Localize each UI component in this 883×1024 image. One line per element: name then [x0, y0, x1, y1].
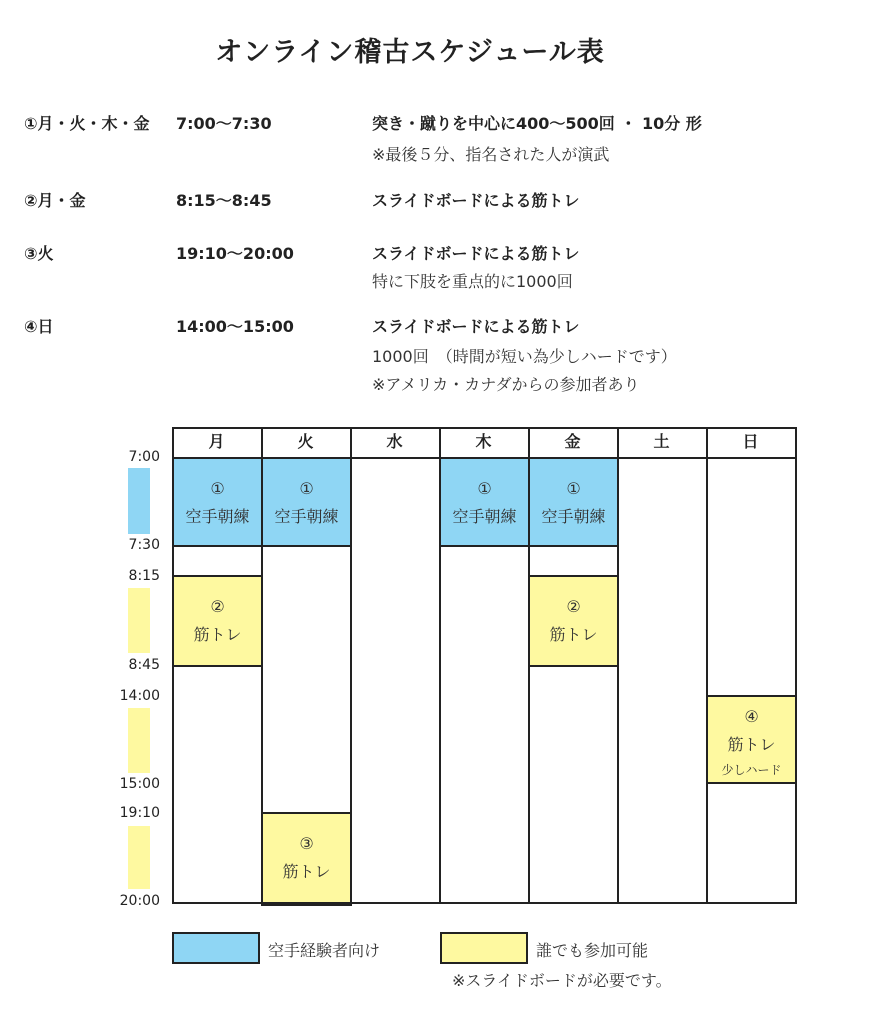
grid-line — [172, 427, 174, 904]
legend-swatch-anyone — [440, 932, 528, 964]
grid-line — [350, 427, 352, 904]
time-bar — [128, 588, 150, 653]
session-block — [261, 457, 352, 547]
session-number: ① — [210, 479, 225, 498]
session-number: ② — [566, 597, 581, 616]
session-number: ④ — [744, 707, 759, 726]
grid-line — [706, 427, 708, 904]
session-number: ③ — [299, 834, 314, 853]
legend-note: ※スライドボードが必要です。 — [452, 971, 672, 990]
session-block — [706, 695, 797, 784]
schedule-time: 14:00～15:00 — [176, 317, 294, 336]
schedule-desc: スライドボードによる筋トレ — [372, 317, 580, 336]
time-label: 15:00 — [119, 776, 160, 792]
day-header: 火 — [297, 432, 314, 451]
schedule-time: 19:10～20:00 — [176, 244, 294, 263]
time-bar — [128, 708, 150, 773]
schedule-note: ※最後５分、指名された人が演武 — [372, 145, 610, 164]
session-label: 筋トレ — [549, 625, 598, 644]
session-block — [172, 457, 263, 547]
day-header: 日 — [742, 432, 759, 451]
session-label: 空手朝練 — [452, 507, 517, 526]
session-block — [172, 575, 263, 667]
session-block — [261, 812, 352, 906]
time-label: 8:15 — [128, 568, 160, 584]
schedule-day: ①月・火・木・金 — [24, 114, 150, 133]
time-label: 20:00 — [119, 893, 160, 909]
schedule-day: ③火 — [24, 244, 54, 263]
session-block — [528, 575, 619, 667]
session-label: 筋トレ — [282, 862, 331, 881]
page-title: オンライン稽古スケジュール表 — [215, 37, 605, 68]
time-label: 14:00 — [119, 688, 160, 704]
session-label: 空手朝練 — [274, 507, 339, 526]
time-label: 7:30 — [128, 537, 160, 553]
time-bar — [128, 826, 150, 889]
schedule-desc: スライドボードによる筋トレ — [372, 191, 580, 210]
session-label: 筋トレ — [727, 735, 776, 754]
day-header: 水 — [386, 432, 403, 451]
time-label: 8:45 — [128, 657, 160, 673]
grid-line — [172, 457, 797, 459]
session-label: 空手朝練 — [541, 507, 606, 526]
session-number: ① — [299, 479, 314, 498]
session-number: ② — [210, 597, 225, 616]
schedule-day: ②月・金 — [24, 191, 86, 210]
grid-line — [261, 427, 263, 904]
session-label: 筋トレ — [193, 625, 242, 644]
day-header: 金 — [564, 432, 581, 451]
grid-line — [528, 427, 530, 904]
legend-label-anyone: 誰でも参加可能 — [536, 941, 649, 960]
schedule-desc: 突き・蹴りを中心に400～500回 ・ 10分 形 — [372, 114, 702, 133]
grid-line — [172, 902, 797, 904]
time-bar — [128, 468, 150, 534]
session-sub: 少しハード — [721, 763, 782, 777]
session-number: ① — [566, 479, 581, 498]
grid-line — [439, 427, 441, 904]
schedule-time: 7:00～7:30 — [176, 114, 272, 133]
session-block — [528, 457, 619, 547]
schedule-desc: スライドボードによる筋トレ — [372, 244, 580, 263]
legend-label-experienced: 空手経験者向け — [268, 941, 381, 960]
session-block — [439, 457, 530, 547]
time-label: 19:10 — [119, 805, 160, 821]
day-header: 木 — [475, 432, 492, 451]
grid-line — [172, 427, 797, 429]
session-label: 空手朝練 — [185, 507, 250, 526]
session-number: ① — [477, 479, 492, 498]
day-header: 月 — [208, 432, 225, 451]
schedule-note: 特に下肢を重点的に1000回 — [372, 272, 573, 291]
schedule-time: 8:15～8:45 — [176, 191, 272, 210]
grid-line — [795, 427, 797, 904]
day-header: 土 — [653, 432, 670, 451]
schedule-note: 1000回 （時間が短い為少しハードです） — [372, 347, 677, 366]
grid-line — [617, 427, 619, 904]
time-label: 7:00 — [128, 449, 160, 465]
schedule-day: ④日 — [24, 317, 54, 336]
timetable-grid — [172, 427, 797, 904]
legend-swatch-experienced — [172, 932, 260, 964]
schedule-note: ※アメリカ・カナダからの参加者あり — [372, 375, 640, 394]
